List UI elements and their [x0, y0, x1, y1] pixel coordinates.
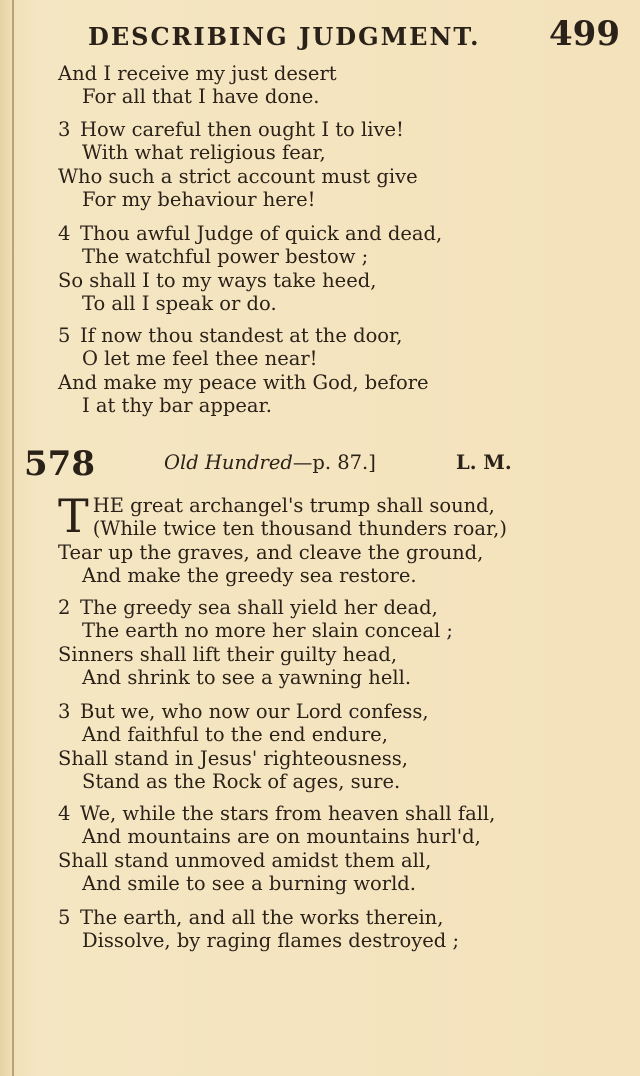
hymn-stanza — [58, 802, 600, 896]
verse-line: Stand as the Rock of ages, sure. — [82, 770, 401, 794]
running-head — [88, 14, 620, 54]
verse-line: And mountains are on mountains hurl'd, — [82, 825, 481, 849]
verse-line: (While twice ten thousand thunders roar,) — [92, 517, 507, 541]
verse-line: To all I speak or do. — [82, 292, 277, 316]
stanza-number: 4 — [58, 802, 71, 825]
prev-hymn-stanza — [58, 222, 600, 316]
hymn-stanza — [58, 489, 600, 588]
verse-line: Dissolve, by raging flames destroyed ; — [82, 929, 460, 953]
tune-page-ref: —p. 87.] — [292, 451, 376, 474]
verse-line: The greedy sea shall yield her dead, — [80, 596, 438, 619]
verse-line: For my behaviour here! — [82, 188, 316, 212]
verse-line: The earth, and all the works therein, — [80, 906, 444, 929]
verse-line: And make the greedy sea restore. — [82, 564, 417, 588]
meter: L. M. — [456, 451, 512, 474]
verse-line: Who such a strict account must give — [58, 164, 418, 188]
page-number: 499 — [549, 14, 620, 54]
verse-line: HE great archangel's trump shall sound, — [92, 494, 495, 517]
verse-line: And smile to see a burning world. — [82, 872, 416, 896]
verse-line: So shall I to my ways take heed, — [58, 268, 377, 292]
tune-name: Old Hundred — [164, 451, 293, 474]
verse-line: How careful then ought I to live! — [80, 118, 404, 141]
hymn-stanza — [58, 906, 600, 953]
verse-line: Shall stand in Jesus' righteousness, — [58, 746, 409, 770]
prev-hymn-stanza — [58, 324, 600, 418]
verse-line: And make my peace with God, before — [58, 370, 429, 394]
verse-line: And shrink to see a yawning hell. — [82, 666, 412, 690]
verse-line: If now thou standest at the door, — [80, 324, 403, 347]
stanza-number: 5 — [58, 906, 71, 929]
prev-hymn-stanza — [58, 118, 600, 212]
stanza-number: 5 — [58, 324, 71, 347]
hymn-number: 578 — [24, 444, 95, 484]
hymn-stanza — [58, 700, 600, 794]
verse-line: With what religious fear, — [82, 141, 326, 165]
verse-line: The earth no more her slain conceal ; — [82, 619, 453, 643]
stanza-number: 4 — [58, 222, 71, 245]
stanza-number: 3 — [58, 700, 71, 723]
hymn-heading — [24, 444, 584, 484]
verse-line: But we, who now our Lord confess, — [80, 700, 429, 723]
hymn-stanza — [58, 596, 600, 690]
verse-line: O let me feel thee near! — [82, 347, 318, 371]
verse-line: And faithful to the end endure, — [82, 723, 388, 747]
verse-line: We, while the stars from heaven shall fall, — [80, 802, 496, 825]
running-title: DESCRIBING JUDGMENT. — [88, 22, 481, 51]
stanza-number: 3 — [58, 118, 71, 141]
verse-line: And I receive my just desert — [58, 62, 337, 85]
stanza-number: 2 — [58, 596, 71, 619]
verse-line: Thou awful Judge of quick and dead, — [80, 222, 443, 245]
verse-line: For all that I have done. — [82, 85, 320, 109]
page-spine-edge — [12, 0, 14, 1076]
tune-reference — [164, 451, 376, 474]
prev-hymn-stanza — [58, 62, 600, 109]
verse-line: Shall stand unmoved amidst them all, — [58, 848, 432, 872]
verse-line: Sinners shall lift their guilty head, — [58, 642, 398, 666]
verse-line: The watchful power bestow ; — [82, 245, 369, 269]
verse-line: Tear up the graves, and cleave the ground, — [58, 540, 484, 564]
drop-cap: T — [58, 489, 89, 543]
verse-line: I at thy bar appear. — [82, 394, 272, 418]
